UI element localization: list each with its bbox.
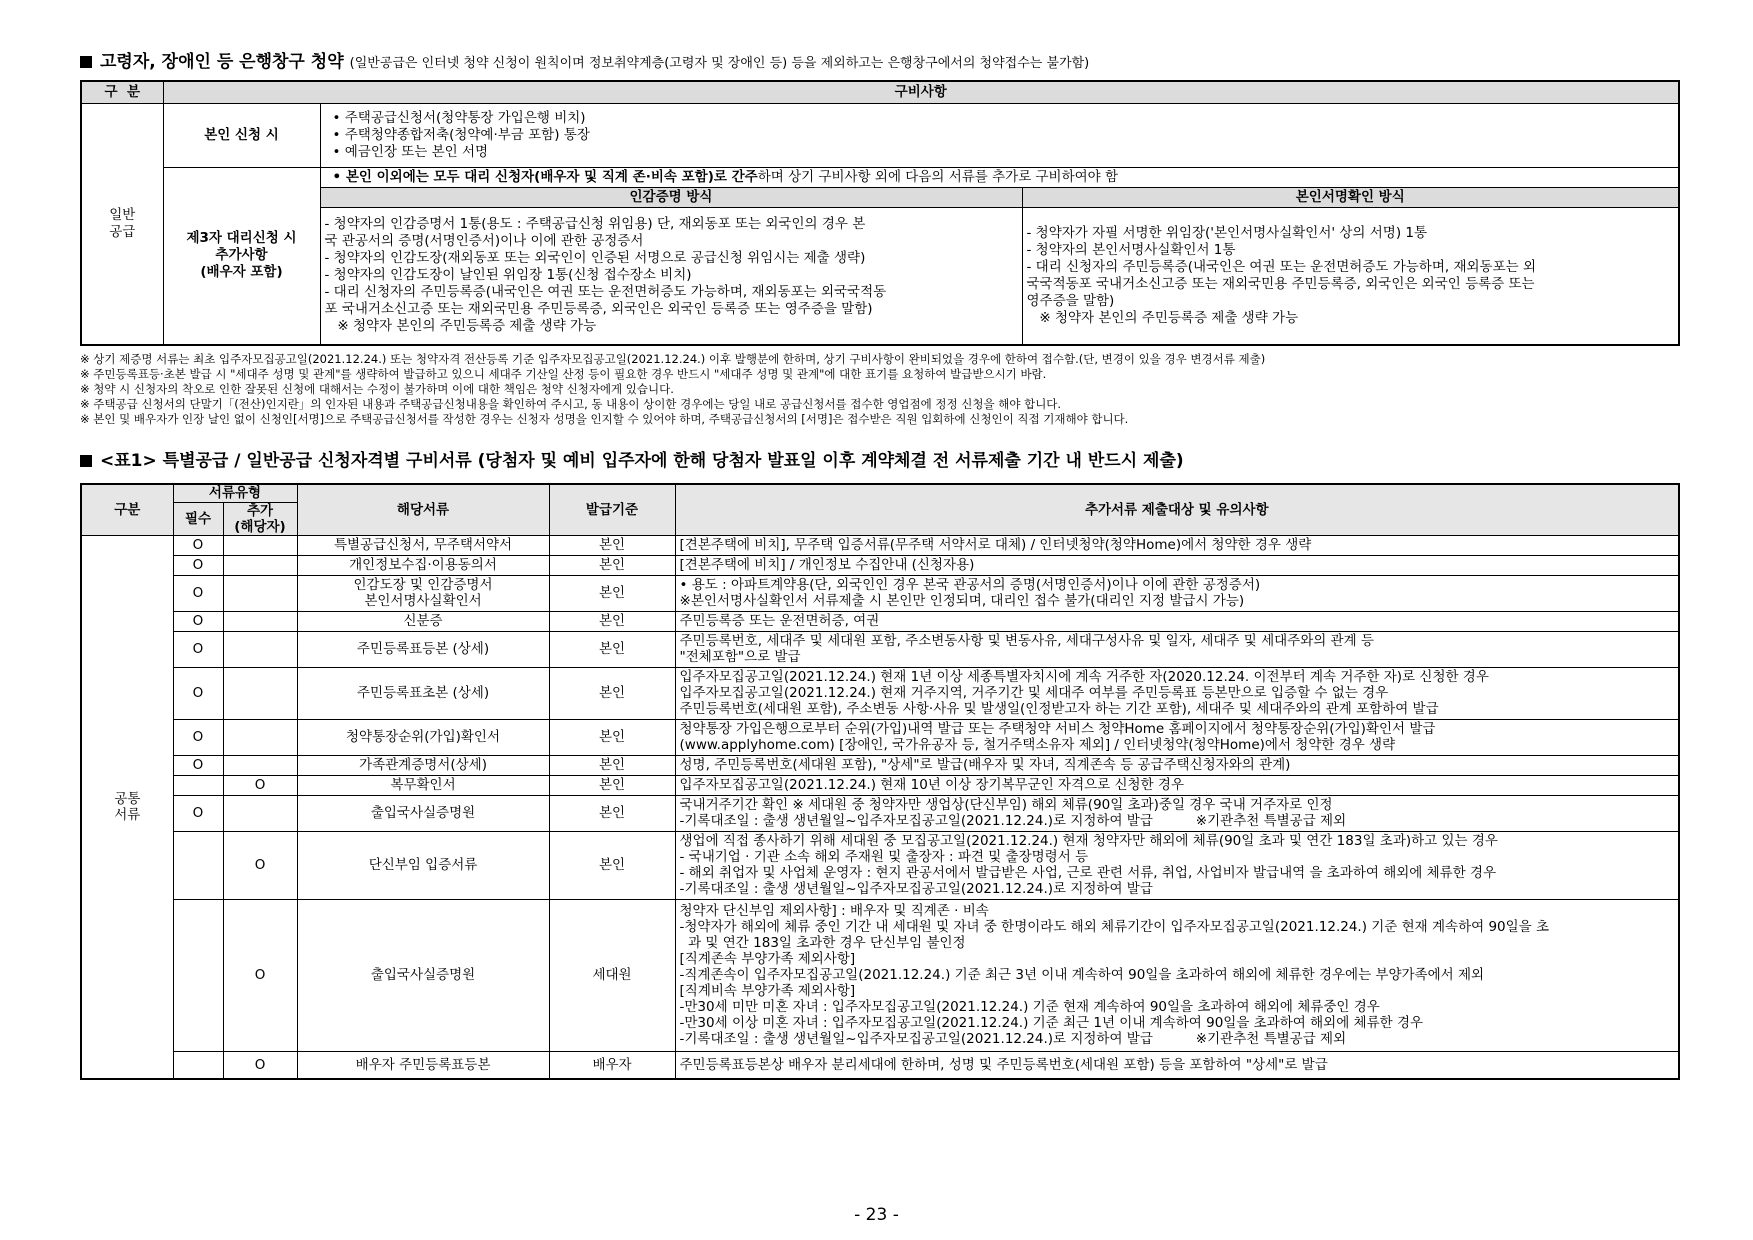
document-name: 배우자 주민등록표등본: [297, 1051, 549, 1079]
issuer: 세대원: [549, 899, 675, 1051]
issuer: 본인: [549, 631, 675, 667]
note-line: ※본인서명사실확인서 서류제출 시 본인만 인정되며, 대리인 접수 불가(대리인 지정 발급시 가능): [679, 593, 1245, 609]
note-line: -만30세 미만 미혼 자녀 : 입주자모집공고일(2021.12.24.) 기준 현재 계속하여 90일을 초과하여 해외에 체류중인 경우: [679, 999, 1380, 1015]
page-number: - 23 -: [854, 1205, 899, 1225]
required-mark: O: [173, 719, 223, 755]
issuer: 본인: [549, 555, 675, 575]
extra-mark: [223, 719, 297, 755]
note-line: 과 및 연간 183일 초과한 경우 단신부임 불인정: [679, 935, 966, 951]
issuer: 본인: [549, 611, 675, 631]
document-notes: [675, 831, 1679, 899]
common-docs-label: 공통 서류: [81, 535, 173, 1079]
required-mark: O: [173, 535, 223, 555]
issuer: 본인: [549, 831, 675, 899]
document-notes: [675, 1051, 1679, 1079]
method-seal-item: - 청약자의 인감도장이 날인된 위임장 1통(신청 접수장소 비치): [324, 267, 692, 284]
proxy-intro: • 본인 이외에는 모두 대리 신청자(배우자 및 직계 존·비속 포함)로 간주하며 상기 구비사항 외에 다음의 서류를 추가로 구비하여야 함: [320, 167, 1679, 187]
method-signature-item: - 대리 신청자의 주민등록증(내국인은 여권 또는 운전면허증도 가능하며, 재외동포는 외: [1026, 258, 1536, 275]
document-notes: [675, 795, 1679, 831]
document-notes: [675, 631, 1679, 667]
note-line: 주민등록번호, 세대주 및 세대원 포함, 주소변동사항 및 변동사유, 세대구성사유 및 일자, 세대주 및 세대주와의 관계 등: [679, 633, 1374, 649]
note-line: 주민등록증 또는 운전면허증, 여권: [679, 613, 880, 629]
method-seal-header: 인감증명 방식: [320, 187, 1022, 207]
header-notes: 추가서류 제출대상 및 유의사항: [675, 484, 1679, 535]
required-mark: [173, 1051, 223, 1079]
header-issuer: 발급기준: [549, 484, 675, 535]
table-row: [81, 719, 1679, 755]
self-apply-item: • 예금인장 또는 본인 서명: [332, 143, 489, 160]
self-apply-items: [320, 103, 1679, 167]
method-seal-item: 포 국내거소신고증 또는 재외국민용 주민등록증, 외국인은 외국인 등록증 또는 영주증을 말함): [324, 301, 873, 318]
required-mark: [173, 831, 223, 899]
header-category: 구분: [81, 484, 173, 535]
method-signature-item: ※ 청약자 본인의 주민등록증 제출 생략 가능: [1026, 309, 1299, 326]
method-seal-item: - 대리 신청자의 주민등록증(내국인은 여권 또는 운전면허증도 가능하며, 재외동포는 외국국적동: [324, 284, 887, 301]
document-notes: [675, 755, 1679, 775]
document-name: 인감도장 및 인감증명서 본인서명사실확인서: [297, 575, 549, 611]
note-line: ※ 주민등록표등·초본 발급 시 "세대주 성명 및 관계"를 생략하여 발급하고 있으니 세대주 기산일 산정 등이 필요한 경우 반드시 "세대주 성명 및 관계"에 대한 표기를 요청하여 발급받으시기 바람.: [80, 367, 1047, 381]
required-mark: O: [173, 667, 223, 719]
note-line: -기록대조일 : 출생 생년월일~입주자모집공고일(2021.12.24.)로 지정하여 발급: [679, 881, 1153, 897]
note-line: -만30세 이상 미혼 자녀 : 입주자모집공고일(2021.12.24.) 기준 최근 1년 이내 계속하여 90일을 초과하여 해외에 체류한 경우: [679, 1015, 1424, 1031]
table-row: [81, 535, 1679, 555]
method-seal-item: - 청약자의 인감도장(재외동포 또는 외국인이 인증된 서명으로 공급신청 위임시는 제출 생략): [324, 250, 866, 267]
note-line: 국내거주기간 확인 ※ 세대원 중 청약자만 생업상(단신부임) 해외 체류(90일 초과)중일 경우 국내 거주자로 인정: [679, 797, 1333, 813]
extra-mark: [223, 535, 297, 555]
note-line: ※ 상기 제증명 서류는 최초 입주자모집공고일(2021.12.24.) 또는 청약자격 전산등록 기준 입주자모집공고일(2021.12.24.) 이후 발행분에 한하며, 상기 구비사항이 완비되었을 경우에 한하여 접수함.(단, 변경이 있을 경우 변경서류 제출): [80, 352, 1266, 366]
table-row: [81, 667, 1679, 719]
note-line: 주민등록번호(세대원 포함), 주소변동 사항·사유 및 발생일(인정받고자 하는 기간 포함), 세대주 및 세대주와의 관계 포함하여 발급: [679, 701, 1439, 717]
header-doc-type: 서류유형: [173, 484, 297, 502]
document-notes: [675, 667, 1679, 719]
method-signature-item: - 청약자의 본인서명사실확인서 1통: [1026, 241, 1236, 258]
document-name: 신분증: [297, 611, 549, 631]
extra-mark: [223, 755, 297, 775]
note-line: [직계비속 부양가족 제외사항]: [679, 983, 856, 999]
method-signature-header: 본인서명확인 방식: [1022, 187, 1679, 207]
document-name: 청약통장순위(가입)확인서: [297, 719, 549, 755]
note-line: -직계존속이 입주자모집공고일(2021.12.24.) 기준 최근 3년 이내 계속하여 90일을 초과하여 해외에 체류한 경우에는 부양가족에서 제외: [679, 967, 1485, 983]
method-seal-item: ※ 청약자 본인의 주민등록증 제출 생략 가능: [324, 318, 597, 335]
required-mark: O: [173, 795, 223, 831]
header-extra: 추가 (해당자): [223, 502, 297, 535]
document-name: 주민등록표초본 (상세): [297, 667, 549, 719]
extra-mark: [223, 575, 297, 611]
header-required: 필수: [173, 502, 223, 535]
section1-title: 고령자, 장애인 등 은행창구 청약 (일반공급은 인터넷 청약 신청이 원칙이며 정보취약계층(고령자 및 장애인 등) 등을 제외하고는 은행창구에서의 청약접수는 불가함): [80, 50, 1680, 74]
note-line: 입주자모집공고일(2021.12.24.) 현재 거주지역, 거주기간 및 세대주 여부를 주민등록표 등본만으로 입증할 수 없는 경우: [679, 685, 1389, 701]
note-line: [견본주택에 비치] / 개인정보 수집안내 (신청자용): [679, 557, 975, 573]
table-row: [81, 755, 1679, 775]
note-line: -기록대조일 : 출생 생년월일~입주자모집공고일(2021.12.24.)로 지정하여 발급 ※기관추천 특별공급 제외: [679, 813, 1347, 829]
extra-mark: [223, 631, 297, 667]
method-signature-item: 국국적동포 국내거소신고증 또는 재외국민용 주민등록증, 외국인은 외국인 등록증 또는: [1026, 275, 1535, 292]
required-mark: O: [173, 755, 223, 775]
square-bullet-icon: [80, 455, 92, 467]
note-line: 청약통장 가입은행으로부터 순위(가입)내역 발급 또는 주택청약 서비스 청약Home 홈페이지에서 청약통장순위(가입)확인서 발급: [679, 721, 1436, 737]
note-line: 입주자모집공고일(2021.12.24.) 현재 10년 이상 장기복무군인 자격으로 신청한 경우: [679, 777, 1185, 793]
method-signature-item: - 청약자가 자필 서명한 위임장('본인서명사실확인서' 상의 서명) 1통: [1026, 224, 1428, 241]
issuer: 본인: [549, 775, 675, 795]
note-line: 입주자모집공고일(2021.12.24.) 현재 1년 이상 세종특별자치시에 계속 거주한 자(2020.12.24. 이전부터 계속 거주한 자)로 신청한 경우: [679, 669, 1489, 685]
note-line: -기록대조일 : 출생 생년월일~입주자모집공고일(2021.12.24.)로 지정하여 발급 ※기관추천 특별공급 제외: [679, 1031, 1347, 1047]
table-row: [81, 631, 1679, 667]
note-line: 생업에 직접 종사하기 위해 세대원 중 모집공고일(2021.12.24.) 현재 청약자만 해외에 체류(90일 초과 및 연간 183일 초과)하고 있는 경우: [679, 833, 1498, 849]
extra-mark: O: [223, 1051, 297, 1079]
required-docs-table: [80, 483, 1680, 1080]
note-line: "전체포함"으로 발급: [679, 649, 801, 665]
issuer: 본인: [549, 667, 675, 719]
document-name: 가족관계증명서(상세): [297, 755, 549, 775]
issuer: 본인: [549, 575, 675, 611]
note-line: (www.applyhome.com) [장애인, 국가유공자 등, 철거주택소유자 제외] / 인터넷청약(청약Home)에서 청약한 경우 생략: [679, 737, 1396, 753]
note-line: ※ 본인 및 배우자가 인장 날인 없이 신청인[서명]으로 주택공급신청서를 작성한 경우는 신청자 성명을 인지할 수 있어야 하며, 주택공급신청서의 [서명]은 접수받은 직원 입회하에 신청인이 직접 기재해야 합니다.: [80, 412, 1129, 426]
required-mark: [173, 899, 223, 1051]
issuer: 본인: [549, 795, 675, 831]
proxy-apply-label: 제3자 대리신청 시 추가사항 (배우자 포함): [163, 167, 320, 345]
document-notes: [675, 899, 1679, 1051]
extra-mark: O: [223, 775, 297, 795]
note-line: ※ 청약 시 신청자의 착오로 인한 잘못된 신청에 대해서는 수정이 불가하며 이에 대한 책임은 청약 신청자에게 있습니다.: [80, 382, 674, 396]
note-line: -청약자가 해외에 체류 중인 기간 내 세대원 및 자녀 중 한명이라도 해외 체류기간이 입주자모집공고일(2021.12.24.) 기준 현재 계속하여 90일을 초: [679, 919, 1550, 935]
section2-title: <표1> 특별공급 / 일반공급 신청자격별 구비서류 (당첨자 및 예비 입주자에 한해 당첨자 발표일 이후 계약체결 전 서류제출 기간 내 반드시 제출): [80, 449, 1680, 473]
extra-mark: [223, 611, 297, 631]
table-row: [81, 575, 1679, 611]
document-notes: [675, 535, 1679, 555]
table-row: [81, 795, 1679, 831]
section1-notes: [80, 352, 1680, 427]
extra-mark: O: [223, 831, 297, 899]
header-category: 구 분: [81, 81, 163, 103]
document-notes: [675, 611, 1679, 631]
required-mark: O: [173, 555, 223, 575]
document-name: 특별공급신청서, 무주택서약서: [297, 535, 549, 555]
method-signature-items: [1022, 207, 1679, 345]
table-row: [81, 831, 1679, 899]
note-line: [직계존속 부양가족 제외사항]: [679, 951, 856, 967]
table-row: [81, 555, 1679, 575]
document-notes: [675, 575, 1679, 611]
header-requirements: 구비사항: [163, 81, 1679, 103]
note-line: 성명, 주민등록번호(세대원 포함), "상세"로 발급(배우자 및 자녀, 직계존속 등 공급주택신청자와의 관계): [679, 757, 1291, 773]
table-row: [81, 775, 1679, 795]
self-apply-item: • 주택공급신청서(청약통장 가입은행 비치): [332, 109, 586, 126]
table-row: [81, 611, 1679, 631]
document-name: 주민등록표등본 (상세): [297, 631, 549, 667]
required-mark: O: [173, 631, 223, 667]
method-seal-items: [320, 207, 1022, 345]
note-line: 청약자 단신부임 제외사항] : 배우자 및 직계존 · 비속: [679, 903, 989, 919]
note-line: • 용도 : 아파트계약용(단, 외국인인 경우 본국 관공서의 증명(서명인증서)이나 이에 관한 공정증서): [679, 577, 1261, 593]
document-name: 복무확인서: [297, 775, 549, 795]
issuer: 본인: [549, 719, 675, 755]
extra-mark: [223, 667, 297, 719]
required-mark: O: [173, 575, 223, 611]
issuer: 배우자: [549, 1051, 675, 1079]
extra-mark: [223, 555, 297, 575]
bank-counter-table: [80, 80, 1680, 346]
document-notes: [675, 555, 1679, 575]
issuer: 본인: [549, 535, 675, 555]
note-line: [견본주택에 비치], 무주택 입증서류(무주택 서약서로 대체) / 인터넷청약(청약Home)에서 청약한 경우 생략: [679, 537, 1312, 553]
document-notes: [675, 775, 1679, 795]
general-supply-label: 일반 공급: [81, 103, 163, 345]
method-seal-item: - 청약자의 인감증명서 1통(용도 : 주택공급신청 위임용) 단, 재외동포 또는 외국인의 경우 본: [324, 216, 866, 233]
note-line: 주민등록표등본상 배우자 분리세대에 한하며, 성명 및 주민등록번호(세대원 포함) 등을 포함하여 "상세"로 발급: [679, 1056, 1328, 1073]
document-name: 출입국사실증명원: [297, 795, 549, 831]
table-row: [81, 1051, 1679, 1079]
required-mark: [173, 775, 223, 795]
document-name: 단신부임 입증서류: [297, 831, 549, 899]
header-document: 해당서류: [297, 484, 549, 535]
extra-mark: O: [223, 899, 297, 1051]
method-signature-item: 영주증을 말함): [1026, 292, 1115, 309]
note-line: ※ 주택공급 신청서의 단말기「(전산)인지란」의 인자된 내용과 주택공급신청내용을 확인하여 주시고, 동 내용이 상이한 경우에는 당일 내로 공급신청서를 접수한 영업점에 정정 신청을 해야 합니다.: [80, 397, 1062, 411]
document-name: 출입국사실증명원: [297, 899, 549, 1051]
document-name: 개인정보수집·이용동의서: [297, 555, 549, 575]
note-line: - 해외 취업자 및 사업체 운영자 : 현지 관공서에서 발급받은 사업, 근로 관련 서류, 취업, 사업비자 발급내역 을 초과하여 해외에 체류한 경우: [679, 865, 1497, 881]
self-apply-label: 본인 신청 시: [163, 103, 320, 167]
method-seal-item: 국 관공서의 증명(서명인증서)이나 이에 관한 공정증서: [324, 233, 644, 250]
required-mark: O: [173, 611, 223, 631]
square-bullet-icon: [80, 56, 92, 68]
note-line: - 국내기업 · 기관 소속 해외 주재원 및 출장자 : 파견 및 출장명령서 등: [679, 849, 1089, 865]
table-row: [81, 899, 1679, 1051]
document-notes: [675, 719, 1679, 755]
self-apply-item: • 주택청약종합저축(청약예·부금 포함) 통장: [332, 126, 590, 143]
extra-mark: [223, 795, 297, 831]
issuer: 본인: [549, 755, 675, 775]
document-page: [80, 50, 1680, 1080]
